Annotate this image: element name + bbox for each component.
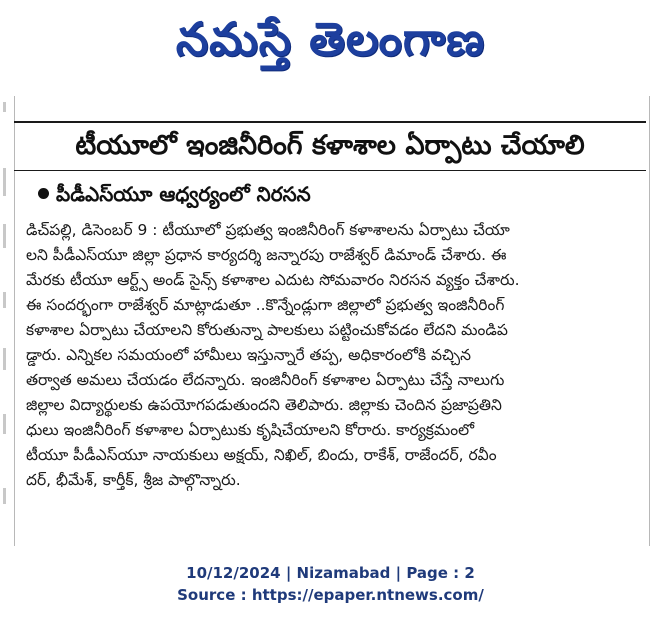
source-footer	[0, 562, 661, 606]
headline-bottom-rule	[14, 170, 646, 171]
article-body	[26, 218, 634, 493]
body-line: మేరకు టీయూ ఆర్ట్స్ అండ్ సైన్స్ కళాశాల ఎదుట సోమవారం నిరసన వ్యక్తం చేశారు.	[26, 271, 520, 289]
body-line: తర్వాత అమలు చేయడం లేదన్నారు. ఇంజినీరింగ్ కళాశాల ఏర్పాటు చేస్తే నాలుగు	[26, 371, 505, 389]
body-line: లని పీడీఎస్‌యూ జిల్లా ప్రధాన కార్యదర్శి జన్నారపు రాజేశ్వర్ డిమాండ్ చేశారు. ఈ	[26, 246, 507, 264]
footer-date-line: 10/12/2024 | Nizamabad | Page : 2	[186, 564, 475, 582]
footer-source-line: Source : https://epaper.ntnews.com/	[177, 586, 484, 604]
body-line: ధులు ఇంజినీరింగ్ కళాశాల ఏర్పాటుకు కృషిచేయాలని కోరారు. కార్యక్రమంలో	[26, 421, 475, 439]
body-line: కళాశాల ఏర్పాటు చేయాలని కోరుతున్నా పాలకులు పట్టించుకోవడం లేదని మండిప	[26, 321, 508, 339]
body-line: డిచ్‌పల్లి, డిసెంబర్ 9 : టీయూలో ప్రభుత్వ ఇంజినీరింగ్ కళాశాలను ఏర్పాటు చేయా	[26, 221, 510, 239]
headline-top-rule	[14, 121, 646, 123]
newspaper-masthead: నమస్తే తెలంగాణ	[175, 12, 486, 66]
left-edge-marks	[0, 96, 12, 546]
article-headline: టీయూలో ఇంజినీరింగ్ కళాశాల ఏర్పాటు చేయాలి	[75, 130, 585, 161]
body-line: డ్డారు. ఎన్నికల సమయంలో హామీలు ఇస్తున్నారే తప్ప, అధికారంలోకి వచ్చిన	[26, 346, 471, 364]
body-line: ఈ సందర్భంగా రాజేశ్వర్ మాట్లాడుతూ ..కొన్నేండ్లుగా జిల్లాలో ప్రభుత్వ ఇంజినీరింగ్	[26, 296, 505, 314]
article-subhead: పీడీఎస్‌యూ ఆధ్వర్యంలో నిరసన	[56, 182, 311, 206]
bullet-icon	[38, 188, 49, 199]
body-line: జిల్లాల విద్యార్థులకు ఉపయోగపడుతుందని తెలిపారు. జిల్లాకు చెందిన ప్రజాప్రతిని	[26, 396, 502, 414]
body-line: టీయూ పీడీఎస్‌యూ నాయకులు అక్షయ్, నిఖిల్, బిందు, రాకేశ్, రాజేందర్, రవీం	[26, 446, 497, 464]
body-line: దర్, భీమేశ్, కార్తీక్, శ్రీజ పాల్గొన్నారు.	[26, 471, 241, 489]
